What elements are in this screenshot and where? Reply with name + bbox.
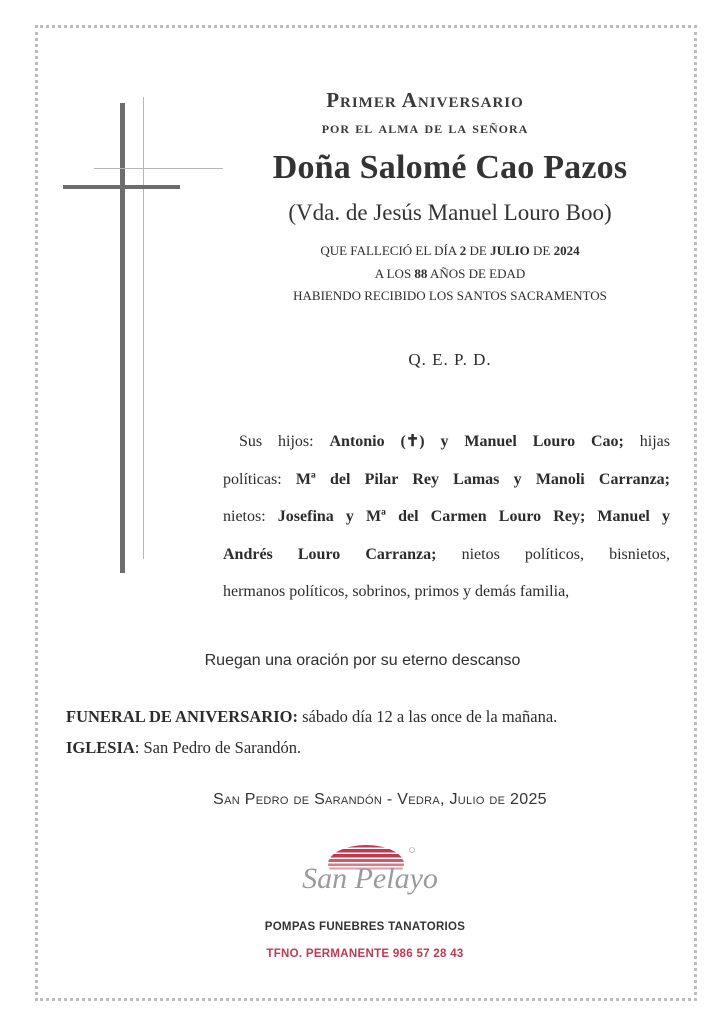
place-date: San Pedro de Sarandón - Vedra, Julio de 2025 [213,791,547,808]
family-line-3: nietos: Josefina y Mª del Carmen Louro Rey; Manuel y [223,508,670,525]
anniversary-subtitle: por el alma de la señora [321,118,529,137]
death-date-line: QUE FALLECIÓ EL DÍA 2 DE JULIO DE 2024 [320,243,580,258]
age-line: A LOS 88 AÑOS DE EDAD [374,266,526,281]
family-line-5: hermanos políticos, sobrinos, primos y demás familia, [223,583,570,600]
company-phone: TFNO. PERMANENTE 986 57 28 43 [266,948,464,960]
qepd: Q. E. P. D. [408,350,492,369]
company-services: POMPAS FUNEBRES TANATORIOS [264,921,466,933]
sacraments-line: HABIENDO RECIBIDO LOS SANTOS SACRAMENTOS [293,288,607,303]
funeral-line: FUNERAL DE ANIVERSARIO: sábado día 12 a las once de la mañana. [66,707,558,726]
logo-text: San Pelayo [302,862,438,895]
small-cross-icon: ✝ [405,433,420,450]
widow-of: (Vda. de Jesús Manuel Louro Boo) [288,200,612,225]
deceased-name: Doña Salomé Cao Pazos [272,149,628,186]
family-line-4: Andrés Louro Carranza; nietos políticos, bisnietos, [223,545,671,563]
family-line-2: políticas: Mª del Pilar Rey Lamas y Manoli Carranza; [223,470,671,488]
church-line: IGLESIA: San Pedro de Sarandón. [66,738,302,757]
prayer-request: Ruegan una oración por su eterno descanso [204,652,521,669]
anniversary-title: Primer Aniversario [326,88,524,112]
family-line-1: Sus hijos: Antonio (✝) y Manuel Louro Cao; hijas [239,433,671,450]
family-paragraph [223,423,670,611]
